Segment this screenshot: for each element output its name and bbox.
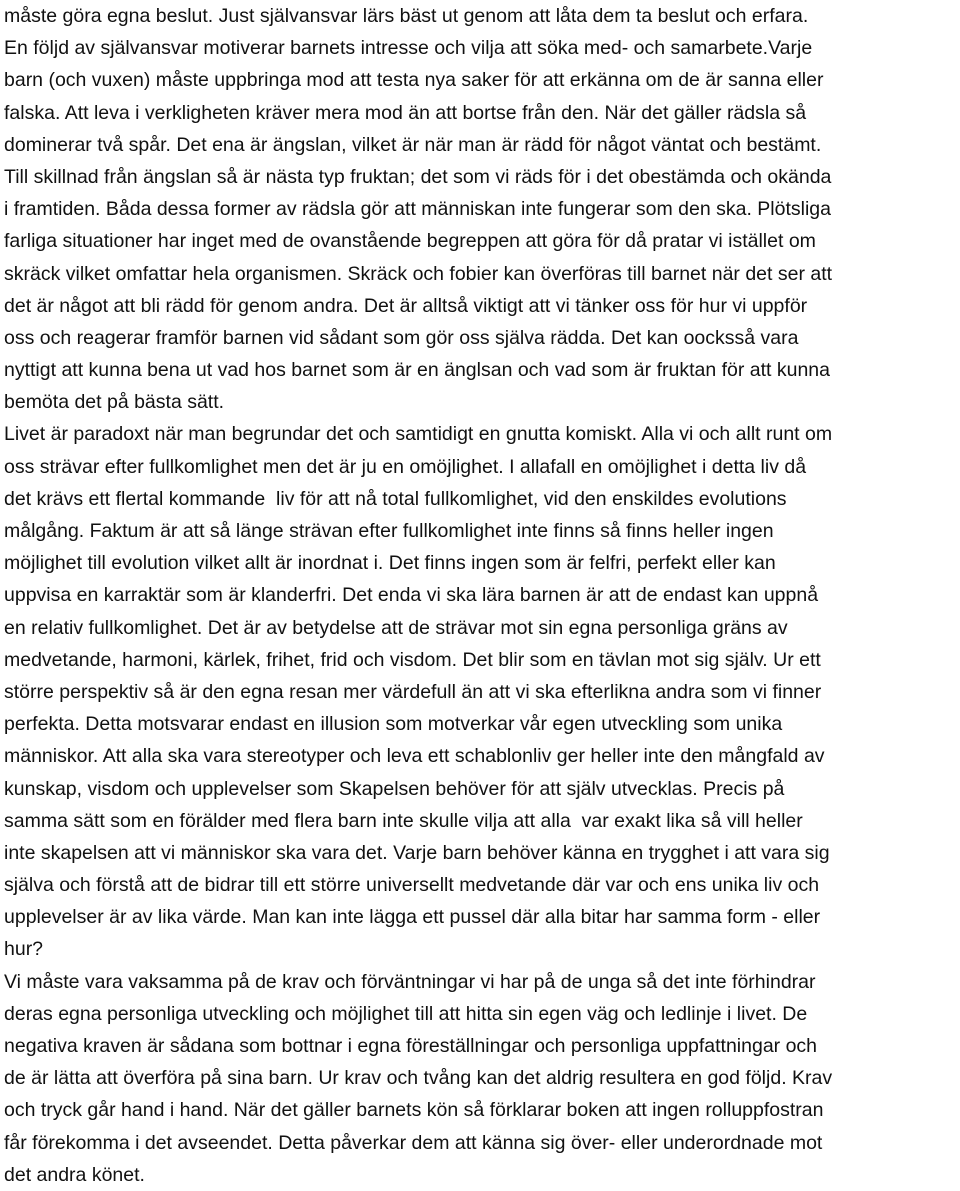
text-line: det krävs ett flertal kommande liv för att nå total fullkomlighet, vid den enskildes evolutions: [4, 487, 787, 510]
text-line: inte skapelsen att vi människor ska vara det. Varje barn behöver känna en trygghet i att vara sig: [4, 841, 830, 864]
text-line: falska. Att leva i verkligheten kräver mera mod än att bortse från den. När det gäller rädsla så: [4, 101, 807, 124]
text-line: får förekomma i det avseendet. Detta påverkar dem att känna sig över- eller underordnade mot: [4, 1131, 823, 1154]
text-line: hur?: [4, 938, 44, 961]
document-body: [4, 0, 958, 1191]
text-line: nyttigt att kunna bena ut vad hos barnet som är en änglsan och vad som är fruktan för att kunna: [4, 359, 830, 382]
text-line: deras egna personliga utveckling och möjlighet till att hitta sin egen väg och ledlinje i livet. De: [4, 1002, 808, 1025]
text-line: Till skillnad från ängslan så är nästa typ fruktan; det som vi räds för i det obestämda och okända: [4, 165, 832, 188]
text-line: större perspektiv så är den egna resan mer värdefull än att vi ska efterlikna andra som vi finner: [4, 680, 822, 703]
text-line: möjlighet till evolution vilket allt är inordnat i. Det finns ingen som är felfri, perfekt eller kan: [4, 552, 776, 575]
text-line: negativa kraven är sådana som bottnar i egna föreställningar och personliga uppfattningar och: [4, 1035, 818, 1057]
text-line: bemöta det på bästa sätt.: [4, 391, 225, 414]
text-line: en relativ fullkomlighet. Det är av betydelse att de strävar mot sin egna personliga gräns av: [4, 616, 788, 639]
text-line: Vi måste vara vaksamma på de krav och förväntningar vi har på de unga så det inte förhindrar: [4, 970, 816, 993]
text-line: perfekta. Detta motsvarar endast en illusion som motverkar vår egen utveckling som unika: [4, 713, 783, 736]
text-line: barn (och vuxen) måste uppbringa mod att testa nya saker för att erkänna om de är sanna eller: [4, 69, 824, 92]
text-line: samma sätt som en förälder med flera barn inte skulle vilja att alla var exakt lika så vill heller: [4, 809, 803, 832]
text-line: medvetande, harmoni, kärlek, frihet, frid och visdom. Det blir som en tävlan mot sig själv. Ur ett: [4, 648, 821, 671]
text-line: måste göra egna beslut. Just självansvar lärs bäst ut genom att låta dem ta beslut och erfara.: [4, 5, 809, 27]
text-line: och tryck går hand i hand. När det gäller barnets kön så förklarar boken att ingen rolluppfostran: [4, 1099, 824, 1122]
text-line: En följd av självansvar motiverar barnets intresse och vilja att söka med- och samarbete.Varje: [4, 37, 813, 60]
text-line: farliga situationer har inget med de ovanstående begreppen att göra för då pratar vi istället om: [4, 230, 816, 253]
text-line: oss och reagerar framför barnen vid sådant som gör oss själva rädda. Det kan oocksså vara: [4, 326, 799, 349]
text-line: upplevelser är av lika värde. Man kan inte lägga ett pussel där alla bitar har samma form - eller: [4, 906, 821, 929]
text-line: kunskap, visdom och upplevelser som Skapelsen behöver för att själv utvecklas. Precis på: [4, 777, 785, 800]
text-line: oss strävar efter fullkomlighet men det är ju en omöjlighet. I allafall en omöjlighet i detta liv då: [4, 455, 807, 478]
text-line: i framtiden. Båda dessa former av rädsla gör att människan inte fungerar som den ska. Plötsliga: [4, 198, 831, 221]
text-line: de är lätta att överföra på sina barn. Ur krav och tvång kan det aldrig resultera en god följd. Krav: [4, 1067, 833, 1090]
text-line: uppvisa en karraktär som är klanderfri. Det enda vi ska lära barnen är att de endast kan uppnå: [4, 584, 819, 607]
text-line: målgång. Faktum är att så länge strävan efter fullkomlighet inte finns så finns heller ingen: [4, 520, 774, 542]
text-line: människor. Att alla ska vara stereotyper och leva ett schablonliv ger heller inte den mångfald av: [4, 745, 825, 768]
text-line: det andra könet.: [4, 1163, 145, 1186]
text-line: skräck vilket omfattar hela organismen. Skräck och fobier kan överföras till barnet när det ser att: [4, 262, 833, 285]
text-line: Livet är paradoxt när man begrundar det och samtidigt en gnutta komiskt. Alla vi och allt runt om: [4, 423, 833, 446]
text-line: dominerar två spår. Det ena är ängslan, vilket är när man är rädd för något väntat och bestämt.: [4, 133, 822, 156]
text-line: det är något att bli rädd för genom andra. Det är alltså viktigt att vi tänker oss för hur vi uppför: [4, 294, 808, 317]
text-line: själva och förstå att de bidrar till ett större universellt medvetande där var och ens unika liv och: [4, 874, 820, 897]
